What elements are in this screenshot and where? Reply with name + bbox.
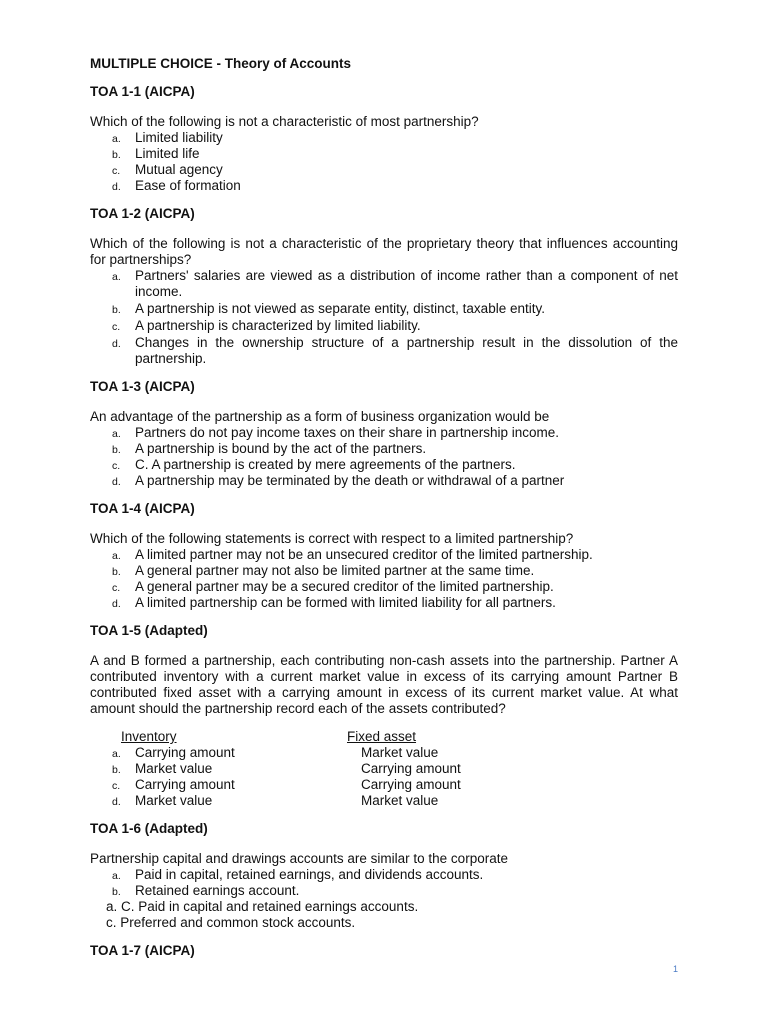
question-stem: Partnership capital and drawings accounts are similar to the corporate xyxy=(90,851,508,866)
option-marker: a. xyxy=(112,271,121,283)
question-heading: TOA 1-7 (AICPA) xyxy=(90,943,195,958)
question-heading: TOA 1-4 (AICPA) xyxy=(90,501,195,516)
answer-option xyxy=(90,595,678,611)
answer-table-row xyxy=(90,745,678,761)
inventory-cell: Carrying amount xyxy=(135,745,235,760)
answer-table-row xyxy=(90,761,678,777)
option-text: Limited liability xyxy=(135,130,223,145)
answer-option xyxy=(90,547,678,563)
answer-option xyxy=(90,867,678,883)
option-marker: b. xyxy=(112,149,121,161)
option-text: Limited life xyxy=(135,146,200,161)
option-marker: d. xyxy=(112,796,121,808)
question-stem: A and B formed a partnership, each contributing non-cash assets into the partnership. Partner A contributed inventory with a current market value in excess of its carrying amount Partner B contributed fixed asset with a carrying amount in excess of its current market value. At what amount should the partnership record each of the assets contributed? xyxy=(90,653,678,716)
option-marker: a. xyxy=(112,748,121,760)
answer-table-header xyxy=(90,729,678,745)
question-heading: TOA 1-6 (Adapted) xyxy=(90,821,208,836)
question-heading: TOA 1-2 (AICPA) xyxy=(90,206,195,221)
option-text: A general partner may not also be limited partner at the same time. xyxy=(135,563,535,578)
answer-option xyxy=(90,335,678,367)
answer-option xyxy=(90,579,678,595)
option-text: Mutual agency xyxy=(135,162,223,177)
answer-table xyxy=(90,729,678,809)
answer-option xyxy=(90,146,678,162)
option-marker: d. xyxy=(112,338,121,350)
option-text: Ease of formation xyxy=(135,178,241,193)
option-marker: d. xyxy=(112,598,121,610)
question-heading: TOA 1-1 (AICPA) xyxy=(90,84,195,99)
answer-option xyxy=(90,425,678,441)
option-marker: a. xyxy=(112,428,121,440)
option-text: C. A partnership is created by mere agreements of the partners. xyxy=(135,457,516,472)
option-text: A partnership is characterized by limited liability. xyxy=(135,318,421,333)
answer-option-plain: c. Preferred and common stock accounts. xyxy=(106,915,356,930)
answer-option xyxy=(90,162,678,178)
answer-option xyxy=(90,130,678,146)
answer-table-row xyxy=(90,777,678,793)
page-number: 1 xyxy=(673,964,679,974)
answer-option xyxy=(90,473,678,489)
answer-options xyxy=(90,547,678,611)
option-text: A limited partnership can be formed with limited liability for all partners. xyxy=(135,595,556,610)
option-marker: c. xyxy=(112,321,121,333)
option-marker: b. xyxy=(112,444,121,456)
answer-option xyxy=(90,883,678,899)
inventory-cell: Market value xyxy=(135,793,213,808)
fixed-asset-cell: Market value xyxy=(361,793,439,808)
question-stem: Which of the following is not a characteristic of most partnership? xyxy=(90,114,479,129)
option-marker: c. xyxy=(112,582,121,594)
answer-option xyxy=(90,318,678,334)
document-title: MULTIPLE CHOICE - Theory of Accounts xyxy=(90,56,352,71)
answer-options xyxy=(90,130,678,194)
answer-options xyxy=(90,425,678,489)
inventory-cell: Carrying amount xyxy=(135,777,235,792)
column-header-fixed-asset: Fixed asset xyxy=(347,729,417,744)
question-stem: Which of the following statements is correct with respect to a limited partnership? xyxy=(90,531,574,546)
option-text: Partners do not pay income taxes on their share in partnership income. xyxy=(135,425,559,440)
question-stem: An advantage of the partnership as a form of business organization would be xyxy=(90,409,550,424)
answer-option xyxy=(90,268,678,300)
answer-option xyxy=(90,563,678,579)
option-text: A limited partner may not be an unsecured creditor of the limited partnership. xyxy=(135,547,593,562)
answer-option xyxy=(90,457,678,473)
option-marker: d. xyxy=(112,476,121,488)
question-heading: TOA 1-3 (AICPA) xyxy=(90,379,195,394)
option-marker: c. xyxy=(112,780,121,792)
document-page xyxy=(90,56,678,959)
fixed-asset-cell: Market value xyxy=(361,745,439,760)
option-marker: b. xyxy=(112,304,121,316)
fixed-asset-cell: Carrying amount xyxy=(361,777,461,792)
answer-option xyxy=(90,301,678,317)
option-marker: c. xyxy=(112,165,121,177)
option-marker: b. xyxy=(112,886,121,898)
option-text: A partnership is bound by the act of the partners. xyxy=(135,441,427,456)
option-text: A partnership is not viewed as separate entity, distinct, taxable entity. xyxy=(135,301,545,316)
option-marker: c. xyxy=(112,460,121,472)
inventory-cell: Market value xyxy=(135,761,213,776)
option-marker: b. xyxy=(112,566,121,578)
fixed-asset-cell: Carrying amount xyxy=(361,761,461,776)
answer-option xyxy=(90,441,678,457)
option-marker: a. xyxy=(112,870,121,882)
option-marker: b. xyxy=(112,764,121,776)
column-header-inventory: Inventory xyxy=(121,729,177,744)
option-text: Paid in capital, retained earnings, and dividends accounts. xyxy=(135,867,484,882)
option-text: A partnership may be terminated by the death or withdrawal of a partner xyxy=(135,473,565,488)
question-heading: TOA 1-5 (Adapted) xyxy=(90,623,208,638)
option-text: A general partner may be a secured creditor of the limited partnership. xyxy=(135,579,554,594)
answer-options xyxy=(90,867,678,899)
answer-options xyxy=(90,268,678,367)
question-stem: Which of the following is not a characteristic of the proprietary theory that influences accounting for partnerships? xyxy=(90,236,678,267)
answer-table-row xyxy=(90,793,678,809)
answer-option xyxy=(90,178,678,194)
option-marker: a. xyxy=(112,133,121,145)
answer-option-plain: a. C. Paid in capital and retained earnings accounts. xyxy=(106,899,419,914)
option-marker: d. xyxy=(112,181,121,193)
option-text: Changes in the ownership structure of a partnership result in the dissolution of the partnership. xyxy=(135,335,678,366)
option-marker: a. xyxy=(112,550,121,562)
option-text: Partners' salaries are viewed as a distribution of income rather than a component of net income. xyxy=(135,268,678,299)
option-text: Retained earnings account. xyxy=(135,883,300,898)
